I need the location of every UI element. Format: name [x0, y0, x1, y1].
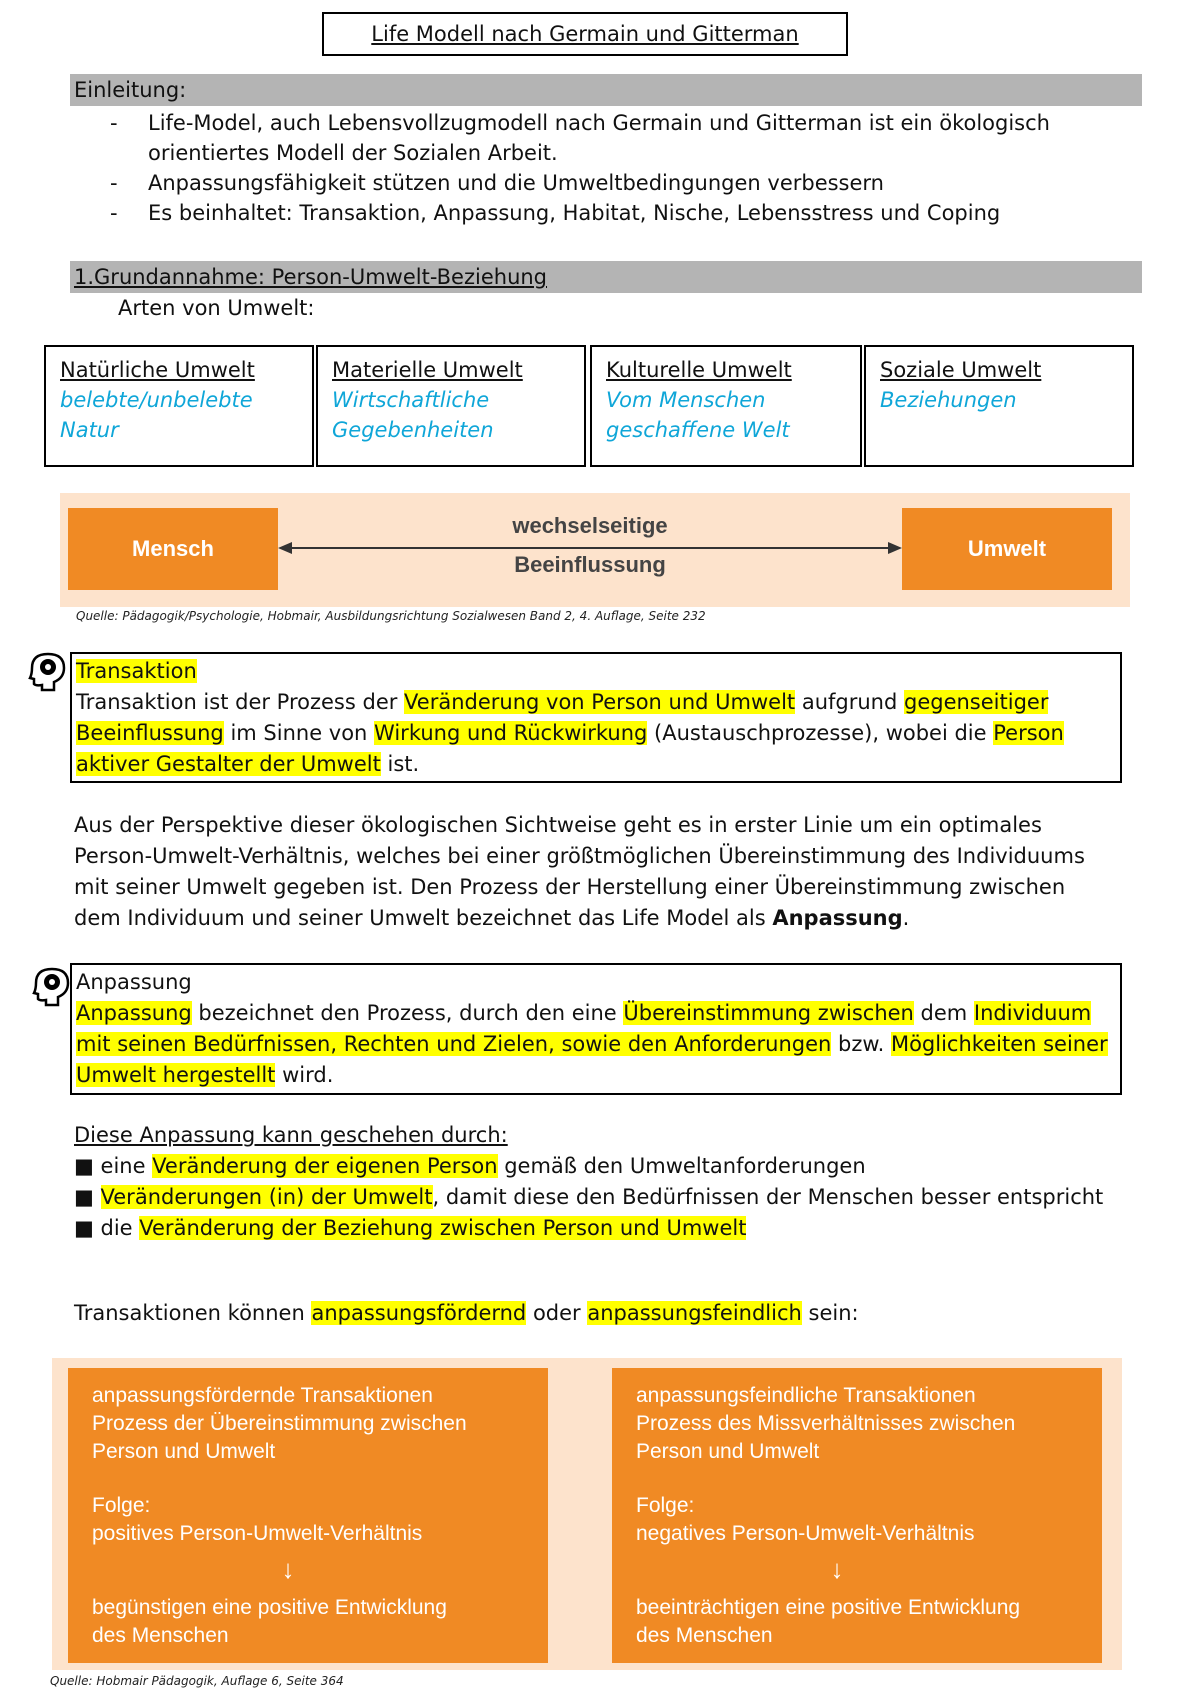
transaction-text: Transaktion ist der Prozess der Veränderung von Person und Umwelt aufgrund gegenseitiger Beeinflussung im Sinne von Wirkung und Rückwirkung (Austauschprozesse), wobei die Person aktiver Gestalter der Umwelt ist. [76, 690, 1064, 776]
arrow-down-icon: ↓ [830, 1554, 844, 1584]
thinking-head-icon [24, 648, 70, 694]
dash-bullet: - [110, 201, 118, 225]
adaptive-transactions-box: anpassungsfördernde Transaktionen Prozess der Übereinstimmung zwischen Person und Umwelt Folge: positives Person-Umwelt-Verhältnis ↓ begünstigen eine positive Entwicklung des Menschen [68, 1368, 548, 1663]
perspective-paragraph: Aus der Perspektive dieser ökologischen Sichtweise geht es in erster Linie um ein optimales Person-Umwelt-Verhältnis, welches bei einer größtmöglichen Übereinstimmung des Individuums mit seiner Umwelt gegeben ist. Den Prozess der Herstellung einer Übereinstimmung zwischen dem Individuum und seiner Umwelt bezeichnet das Life Model als Anpassung. [74, 813, 1085, 930]
source-citation: Quelle: Hobmair Pädagogik, Auflage 6, Seite 364 [50, 1674, 344, 1688]
list-item: ■ Veränderungen (in) der Umwelt, damit diese den Bedürfnissen der Menschen besser entspricht [74, 1185, 1104, 1209]
environment-box-material: Materielle Umwelt Wirtschaftliche Gegebenheiten [316, 345, 586, 467]
list-item: - Es beinhaltet: Transaktion, Anpassung, Habitat, Nische, Lebensstress und Coping [70, 198, 1130, 228]
dash-bullet: - [110, 111, 118, 135]
intro-list [70, 108, 1130, 228]
list-item: ■ die Veränderung der Beziehung zwischen Person und Umwelt [74, 1216, 747, 1240]
diagram-label-bottom: Beeinflussung [514, 552, 666, 577]
section1-heading: 1.Grundannahme: Person-Umwelt-Beziehung [70, 261, 1142, 293]
environment-box-social: Soziale Umwelt Beziehungen [864, 345, 1134, 467]
square-bullet: ■ [74, 1185, 94, 1209]
environment-box-natural: Natürliche Umwelt belebte/unbelebte Natur [44, 345, 314, 467]
adaptation-means-list [74, 1120, 1124, 1244]
source-citation: Quelle: Pädagogik/Psychologie, Hobmair, Ausbildungsrichtung Sozialwesen Band 2, 4. Auflage, Seite 232 [76, 609, 706, 623]
transactions-types-line: Transaktionen können anpassungsfördernd oder anpassungsfeindlich sein: [74, 1301, 859, 1325]
transaction-definition-box [70, 652, 1122, 783]
transaction-heading: Transaktion [76, 659, 197, 683]
list-item: - Life-Model, auch Lebensvollzugmodell nach Germain und Gitterman ist ein ökologisch orientiertes Modell der Sozialen Arbeit. [70, 108, 1130, 168]
maladaptive-transactions-box: anpassungsfeindliche Transaktionen Prozess des Missverhältnisses zwischen Person und Umwelt Folge: negatives Person-Umwelt-Verhältnis ↓ beeinträchtigen eine positive Entwicklung des Menschen [612, 1368, 1102, 1663]
square-bullet: ■ [74, 1216, 94, 1240]
list-item: ■ eine Veränderung der eigenen Person gemäß den Umweltanforderungen [74, 1154, 866, 1178]
list-item: - Anpassungsfähigkeit stützen und die Umweltbedingungen verbessern [70, 168, 1130, 198]
intro-heading: Einleitung: [70, 74, 1142, 106]
square-bullet: ■ [74, 1154, 94, 1178]
adaptation-means-heading: Diese Anpassung kann geschehen durch: [74, 1123, 508, 1147]
diagram-label-top: wechselseitige [512, 513, 668, 538]
adaptation-heading: Anpassung [76, 970, 192, 994]
environment-box-cultural: Kulturelle Umwelt Vom Menschen geschaffene Welt [590, 345, 862, 467]
thinking-head-icon [28, 963, 74, 1009]
diagram-environment-box: Umwelt [902, 508, 1112, 590]
arrow-down-icon: ↓ [281, 1554, 295, 1584]
dash-bullet: - [110, 171, 118, 195]
adaptation-definition-box [70, 963, 1122, 1095]
environment-types-label: Arten von Umwelt: [118, 296, 315, 320]
diagram-person-box: Mensch [68, 508, 278, 590]
adaptation-text: Anpassung bezeichnet den Prozess, durch den eine Übereinstimmung zwischen dem Individuum mit seinen Bedürfnissen, Rechten und Zielen, sowie den Anforderungen bzw. Möglichkeiten seiner Umwelt hergestellt wird. [76, 1001, 1108, 1087]
page-title: Life Modell nach Germain und Gitterman [322, 12, 848, 56]
